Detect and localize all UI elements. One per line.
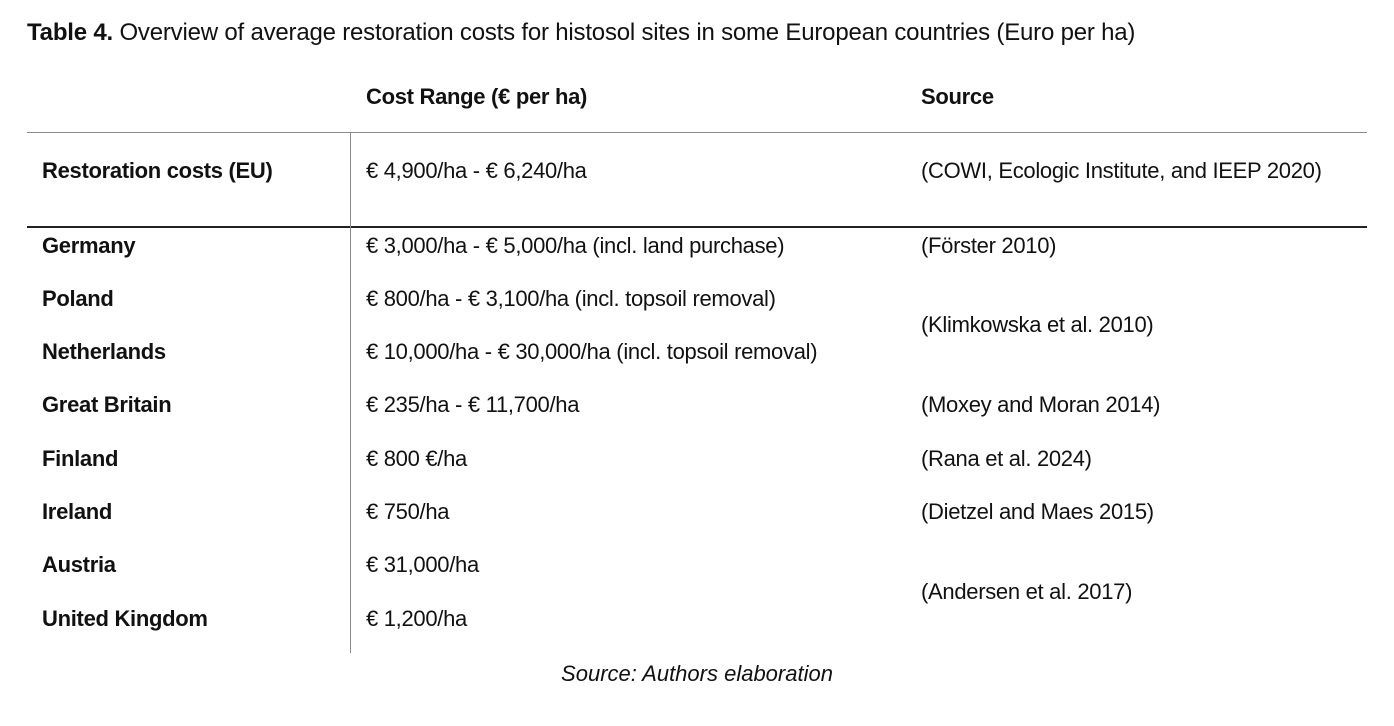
cost-austria: € 31,000/ha — [366, 552, 479, 577]
header-cost-range: Cost Range (€ per ha) — [366, 84, 588, 109]
source-moxey: (Moxey and Moran 2014) — [921, 392, 1161, 417]
header-source: Source — [921, 84, 994, 109]
source-rana: (Rana et al. 2024) — [921, 446, 1092, 471]
cost-poland: € 800/ha - € 3,100/ha (incl. topsoil removal) — [366, 286, 776, 311]
eu-row-cost: € 4,900/ha - € 6,240/ha — [366, 158, 587, 183]
table-caption: Source: Authors elaboration — [561, 661, 833, 686]
source-forster: (Förster 2010) — [921, 233, 1057, 258]
source-andersen: (Andersen et al. 2017) — [921, 579, 1133, 604]
country-finland: Finland — [42, 446, 119, 471]
eu-row-source: (COWI, Ecologic Institute, and IEEP 2020) — [921, 158, 1322, 183]
cost-ireland: € 750/ha — [366, 499, 450, 524]
country-poland: Poland — [42, 286, 114, 311]
header-divider — [27, 132, 1367, 133]
cost-germany: € 3,000/ha - € 5,000/ha (incl. land purchase) — [366, 233, 785, 258]
cost-finland: € 800 €/ha — [366, 446, 467, 471]
country-austria: Austria — [42, 552, 116, 577]
eu-row-label: Restoration costs (EU) — [42, 158, 273, 183]
country-germany: Germany — [42, 233, 136, 258]
table-label: Table 4. — [27, 19, 113, 46]
country-great-britain: Great Britain — [42, 392, 172, 417]
cost-united-kingdom: € 1,200/ha — [366, 606, 467, 631]
table-title — [27, 19, 1135, 47]
country-united-kingdom: United Kingdom — [42, 606, 208, 631]
source-dietzel: (Dietzel and Maes 2015) — [921, 499, 1154, 524]
cost-netherlands: € 10,000/ha - € 30,000/ha (incl. topsoil removal) — [366, 339, 818, 364]
country-ireland: Ireland — [42, 499, 113, 524]
eu-row-divider — [27, 226, 1367, 228]
cost-great-britain: € 235/ha - € 11,700/ha — [366, 392, 580, 417]
country-netherlands: Netherlands — [42, 339, 166, 364]
source-klimkowska: (Klimkowska et al. 2010) — [921, 312, 1154, 337]
column-divider — [350, 132, 351, 653]
table-title-text: Overview of average restoration costs for histosol sites in some European countries (Euro per ha) — [119, 19, 1136, 46]
